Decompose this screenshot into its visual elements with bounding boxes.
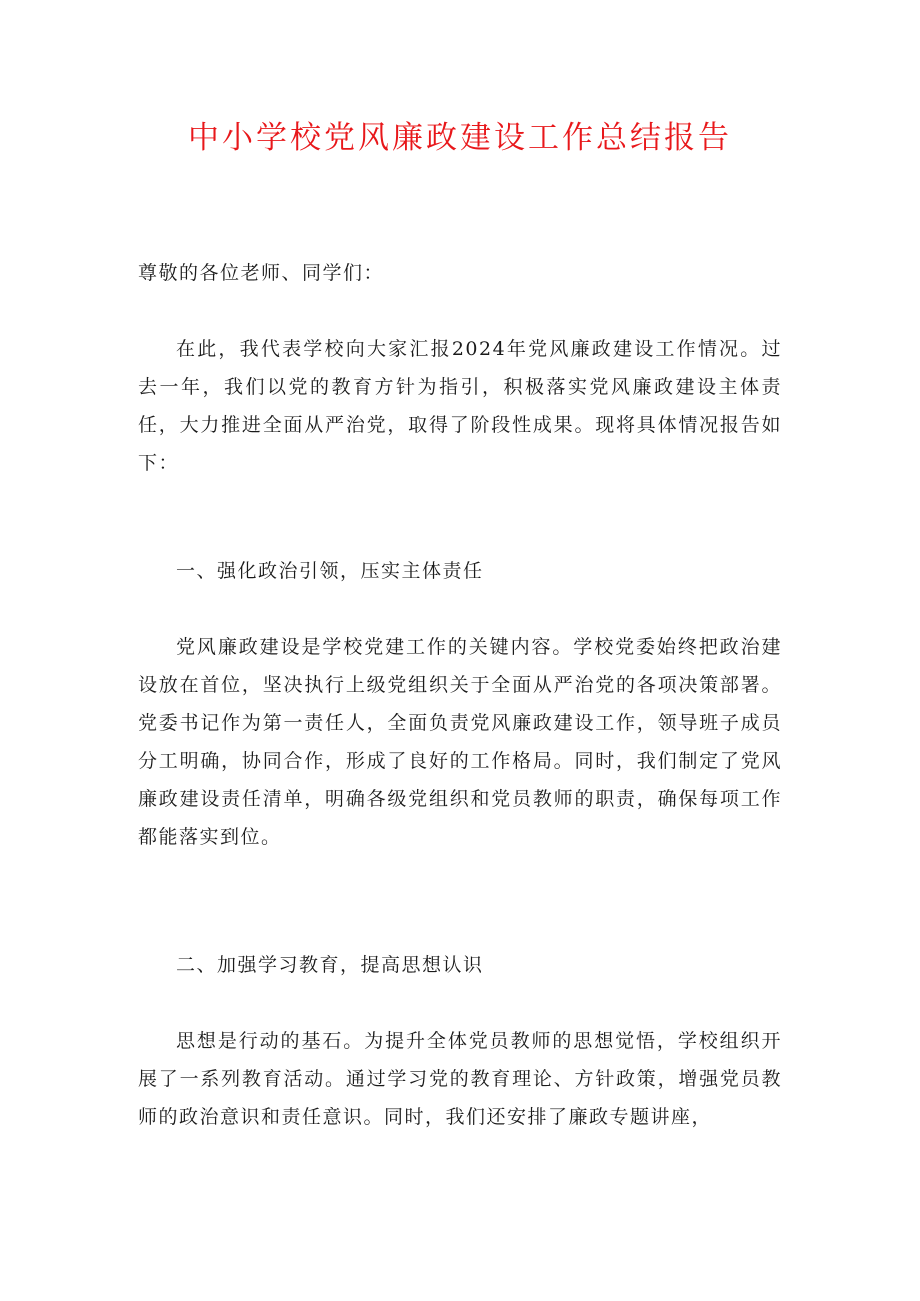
intro-paragraph: 在此，我代表学校向大家汇报2024年党风廉政建设工作情况。过去一年，我们以党的教育方针为指引，积极落实党风廉政建设主体责任，大力推进全面从严治党，取得了阶段性成果。现将具体情况报告如下： [138,338,782,474]
document-title: 中小学校党风廉政建设工作总结报告 [188,120,732,156]
section-body-2: 思想是行动的基石。为提升全体党员教师的思想觉悟，学校组织开展了一系列教育活动。通过学习党的教育理论、方针政策，增强党员教师的政治意识和责任意识。同时，我们还安排了廉政专题讲座， [138,1030,782,1128]
section-body-1: 党风廉政建设是学校党建工作的关键内容。学校党委始终把政治建设放在首位，坚决执行上级党组织关于全面从严治党的各项决策部署。党委书记作为第一责任人，全面负责党风廉政建设工作，领导班子成员分工明确，协同合作，形成了良好的工作格局。同时，我们制定了党风廉政建设责任清单，明确各级党组织和党员教师的职责，确保每项工作都能落实到位。 [138,636,782,848]
section-heading-1: 一、强化政治引领，压实主体责任 [176,560,484,582]
section-heading-2: 二、加强学习教育，提高思想认识 [176,954,484,976]
salutation: 尊敬的各位老师、同学们： [138,262,385,284]
